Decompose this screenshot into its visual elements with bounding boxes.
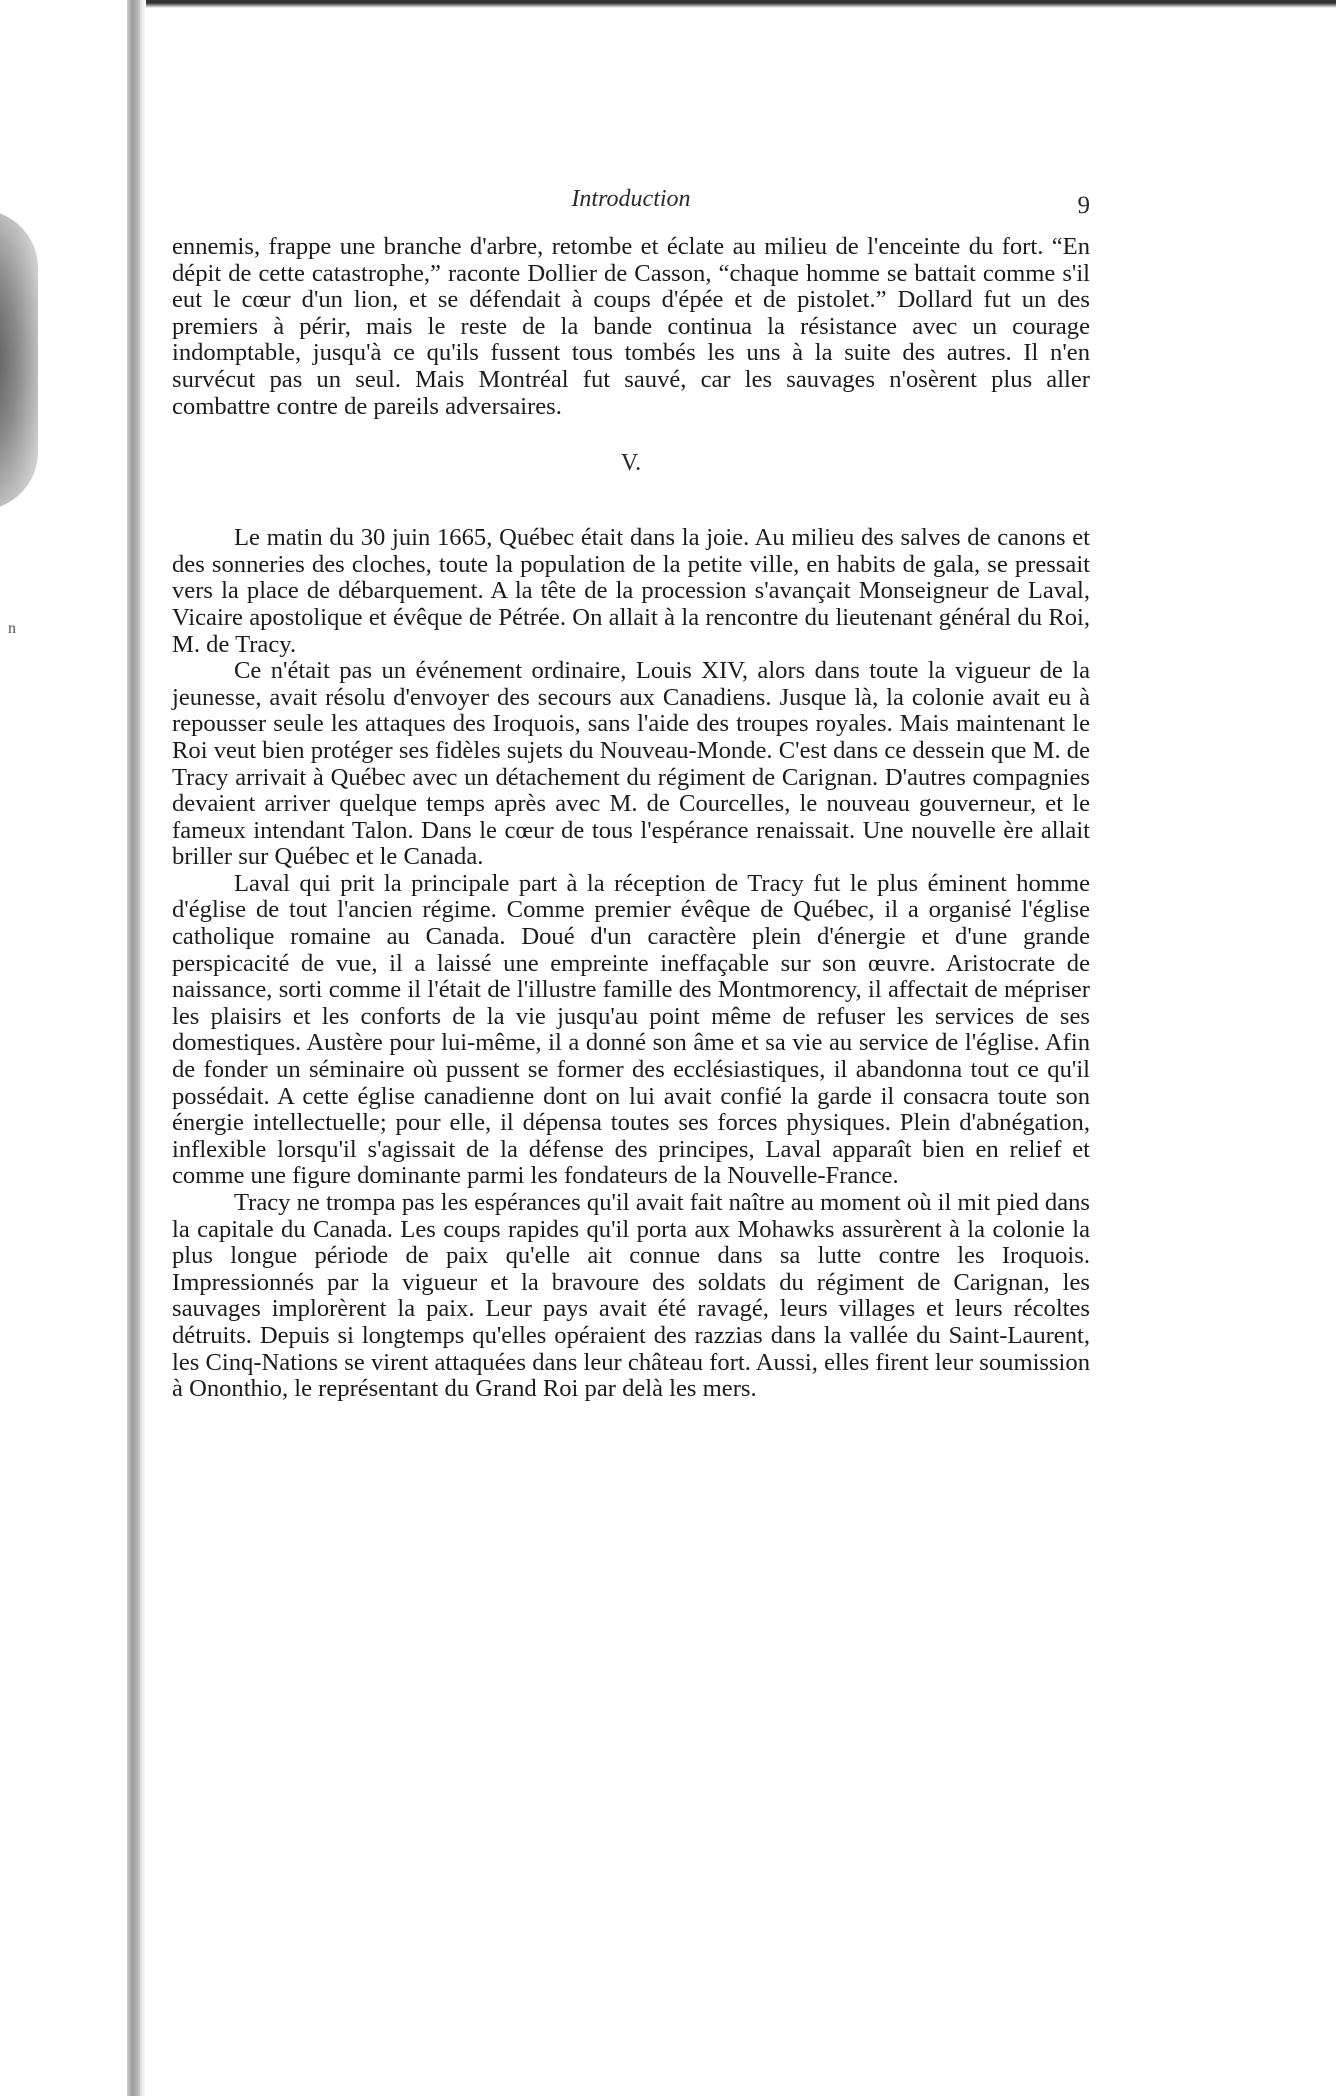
page-top-edge xyxy=(0,0,1336,8)
book-page xyxy=(172,186,1090,1403)
adjacent-page-margin xyxy=(0,0,140,2096)
running-title: Introduction xyxy=(571,186,691,212)
running-header xyxy=(172,186,1090,226)
page-number: 9 xyxy=(1077,192,1090,219)
paragraph: Laval qui prit la principale part à la réception de Tracy fut le plus éminent homme d'église de tout l'ancien régime. Comme premier évêque de Québec, il a organisé l'église catholique romaine au Canada. Doué d'un caractère plein d'énergie et d'une grande perspicacité de vue, il a laissé une empreinte ineffaçable sur son œuvre. Aristocrate de naissance, sorti comme il l'était de l'illustre famille des Montmorency, il affectait de mépriser les plaisirs et les conforts de la vie jusqu'au point même de refuser les services de ses domestiques. Austère pour lui-même, il a donné son âme et sa vie au service de l'église. Afin de fonder un séminaire où pussent se former des ecclésiastiques, il abandonna tout ce qu'il possédait. A cette église canadienne dont on lui avait confié la garde il consacra toute son énergie intellectuelle; pour elle, il dépensa toutes ses forces physiques. Plein d'abnégation, inflexible lorsqu'il s'agissait de la défense des principes, Laval apparaît bien en relief et comme une figure dominante parmi les fondateurs de la Nouvelle-France. xyxy=(172,869,1090,1190)
section-heading: V. xyxy=(620,450,642,477)
paragraph: Ce n'était pas un événement ordinaire, Louis XIV, alors dans toute la vigueur de la jeunesse, avait résolu d'envoyer des secours aux Canadiens. Jusque là, la colonie avait eu à repousser seule les attaques des Iroquois, sans l'aide des troupes royales. Mais maintenant le Roi veut bien protéger ses fidèles sujets du Nouveau-Monde. C'est dans ce dessein que M. de Tracy arrivait à Québec avec un détachement du régiment de Carignan. D'autres compagnies devaient arriver quelque temps après avec M. de Courcelles, le nouveau gouverneur, et le fameux intendant Talon. Dans le cœur de tous l'espérance renaissait. Une nouvelle ère allait briller sur Québec et le Canada. xyxy=(172,657,1090,871)
adjacent-page-illustration xyxy=(0,210,38,510)
paragraph-continued: ennemis, frappe une branche d'arbre, retombe et éclate au milieu de l'enceinte du fort. “En dépit de cette catastrophe,” raconte Dollier de Casson, “chaque homme se battait comme s'il eut le cœur d'un lion, et se défendait à coups d'épée et de pistolet.” Dollard fut un des premiers à périr, mais le reste de la bande continua la résistance avec un courage indomptable, jusqu'à ce qu'ils fussent tous tombés les uns à la suite des autres. Il n'en survécut pas un seul. Mais Montréal fut sauvé, car les sauvages n'osèrent plus aller combattre contre de pareils adversaires. xyxy=(172,233,1090,420)
book-gutter xyxy=(127,0,140,2096)
paragraph: Le matin du 30 juin 1665, Québec était dans la joie. Au milieu des salves de canons et des sonneries des cloches, toute la population de la petite ville, en habits de gala, se pressait vers la place de débarquement. A la tête de la procession s'avançait Monseigneur de Laval, Vicaire apostolique et évêque de Pétrée. On allait à la rencontre du lieutenant général du Roi, M. de Tracy. xyxy=(172,524,1090,658)
paragraph: Tracy ne trompa pas les espérances qu'il avait fait naître au moment où il mit pied dans la capitale du Canada. Les coups rapides qu'il porta aux Mohawks assurèrent à la colonie la plus longue période de paix qu'elle ait connue dans sa lutte contre les Iroquois. Impressionnés par la vigueur et la bravoure des soldats du régiment de Carignan, les sauvages implorèrent la paix. Leur pays avait été ravagé, leurs villages et leurs récoltes détruits. Depuis si longtemps qu'elles opéraient des razzias dans la vallée du Saint-Laurent, les Cinq-Nations se virent attaquées dans leur château fort. Aussi, elles firent leur soumission à Ononthio, le représentant du Grand Roi par delà les mers. xyxy=(172,1189,1090,1403)
adjacent-page-fragment: n xyxy=(8,620,16,637)
gutter-shadow xyxy=(140,0,146,2096)
